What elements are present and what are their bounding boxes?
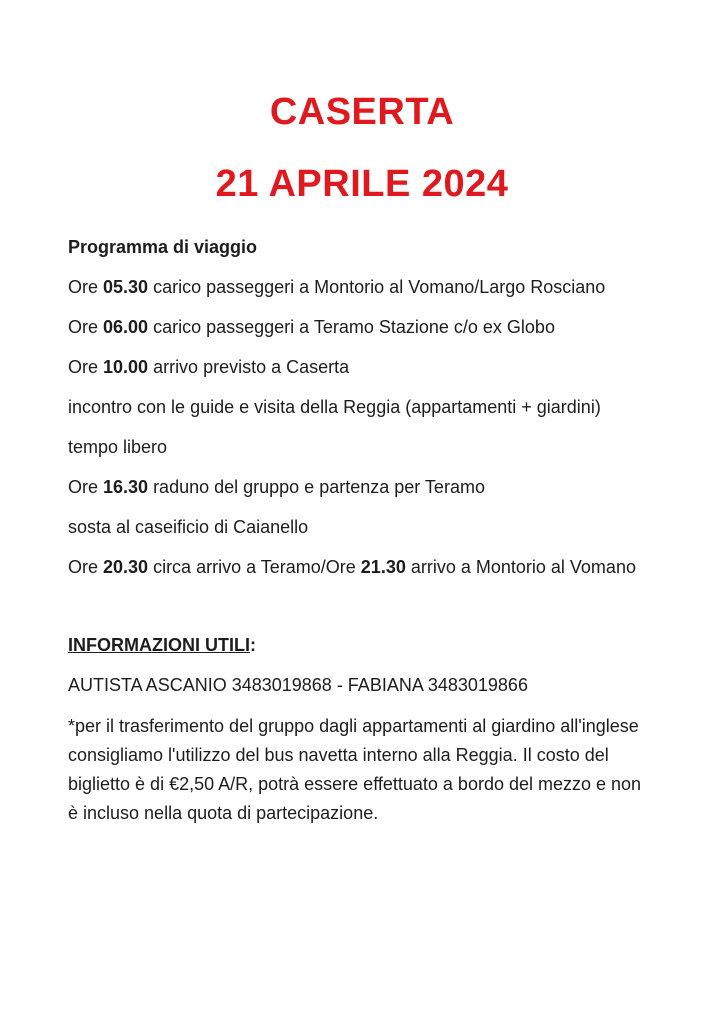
note-line: *per il trasferimento del gruppo dagli appartamenti al giardino all'inglese xyxy=(68,716,639,736)
info-heading-text: INFORMAZIONI UTILI xyxy=(68,635,250,655)
program-line xyxy=(68,276,656,298)
line-text: carico passeggeri a Montorio al Vomano/Largo Rosciano xyxy=(148,277,606,297)
info-heading xyxy=(68,634,656,656)
line-text: Ore xyxy=(68,477,104,497)
document-date-title: 21 APRILE 2024 xyxy=(215,163,509,205)
time-value: 10.00 xyxy=(103,357,149,377)
line-text: arrivo previsto a Caserta xyxy=(148,357,350,377)
line-text: carico passeggeri a Teramo Stazione c/o ex Globo xyxy=(148,317,555,337)
time-value: 21.30 xyxy=(360,557,406,577)
time-value: 05.30 xyxy=(103,277,149,297)
program-line xyxy=(68,316,656,338)
program-line xyxy=(68,356,656,378)
note-line: consigliamo l'utilizzo del bus navetta interno alla Reggia. Il costo del xyxy=(68,745,609,765)
program-line xyxy=(68,476,656,498)
line-text: Ore xyxy=(68,357,104,377)
line-text: incontro con le guide e visita della Reggia (appartamenti + giardini) xyxy=(68,397,601,417)
line-text: sosta al caseificio di Caianello xyxy=(68,517,309,537)
program-heading: Programma di viaggio xyxy=(68,237,258,257)
info-heading-colon: : xyxy=(249,635,256,655)
note-line: biglietto è di €2,50 A/R, potrà essere effettuato a bordo del mezzo e non xyxy=(68,774,642,794)
line-text: circa arrivo a Teramo/Ore xyxy=(148,557,361,577)
line-text: arrivo a Montorio al Vomano xyxy=(405,557,636,577)
program-line xyxy=(68,436,656,458)
line-text: raduno del gruppo e partenza per Teramo xyxy=(148,477,485,497)
contacts-line: AUTISTA ASCANIO 3483019868 - FABIANA 3483019866 xyxy=(68,675,528,695)
line-text: Ore xyxy=(68,317,104,337)
line-text: tempo libero xyxy=(68,437,168,457)
time-value: 16.30 xyxy=(103,477,149,497)
line-text: Ore xyxy=(68,557,104,577)
time-value: 06.00 xyxy=(103,317,149,337)
time-value: 20.30 xyxy=(103,557,149,577)
program-line xyxy=(68,516,656,538)
program-line xyxy=(68,396,656,418)
note-line: è incluso nella quota di partecipazione. xyxy=(68,803,379,823)
document-title: CASERTA xyxy=(269,91,455,133)
line-text: Ore xyxy=(68,277,104,297)
note-paragraph xyxy=(68,712,656,828)
program-lines xyxy=(68,276,656,578)
program-line xyxy=(68,556,656,578)
